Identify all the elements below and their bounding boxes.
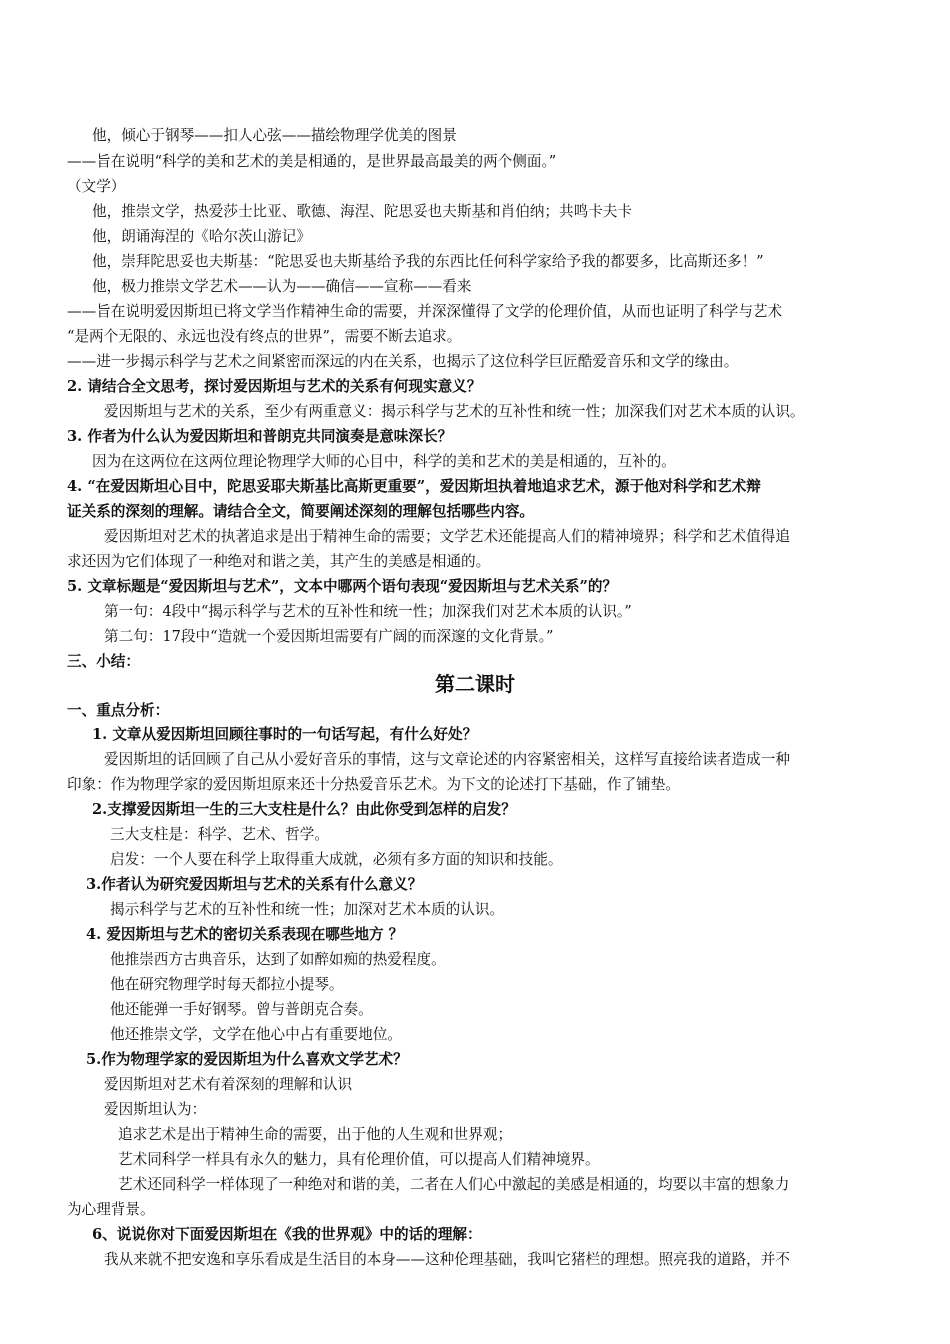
question-line: 证关系的深刻的理解。请结合全文，简要阐述深刻的理解包括哪些内容。 bbox=[67, 503, 535, 520]
question-line: 3.作者认为研究爱因斯坦与艺术的关系有什么意义？ bbox=[86, 876, 423, 893]
text-line: 他还能弹一手好钢琴。曾与普朗克合奏。 bbox=[110, 1001, 373, 1018]
text-line: 艺术同科学一样具有永久的魅力，具有伦理价值，可以提高人们精神境界。 bbox=[118, 1151, 600, 1168]
text-line: 爱因斯坦对艺术的执著追求是出于精神生命的需要；文学艺术还能提高人们的精神境界；科学和艺术值得追 bbox=[104, 528, 790, 545]
text-line: 揭示科学与艺术的互补性和统一性；加深对艺术本质的认识。 bbox=[110, 901, 505, 918]
text-line: 因为在这两位在这两位理论物理学大师的心目中，科学的美和艺术的美是相通的，互补的。 bbox=[92, 453, 676, 470]
text-line: 艺术还同科学一样体现了一种绝对和谐的美，二者在人们心中激起的美感是相通的，均要以丰富的想象力 bbox=[118, 1176, 790, 1193]
question-line: 一、重点分析： bbox=[67, 702, 170, 719]
text-line: 三大支柱是：科学、艺术、哲学。 bbox=[110, 826, 329, 843]
text-line: 他还推崇文学，文学在他心中占有重要地位。 bbox=[110, 1026, 402, 1043]
text-line: 他推崇西方古典音乐，达到了如醉如痴的热爱程度。 bbox=[110, 951, 446, 968]
section-title: 第二课时 bbox=[435, 672, 515, 696]
text-line: 他，崇拜陀思妥也夫斯基：“陀思妥也夫斯基给予我的东西比任何科学家给予我的都要多，比高斯还多！” bbox=[92, 253, 764, 270]
text-line: （文学） bbox=[67, 178, 126, 195]
text-line: 求还因为它们体现了一种绝对和谐之美，其产生的美感是相通的。 bbox=[67, 553, 491, 570]
text-line: 我从来就不把安逸和享乐看成是生活目的本身——这种伦理基础，我叫它猪栏的理想。照亮我的道路，并不 bbox=[104, 1251, 790, 1268]
text-line: 第二句：17段中“造就一个爱因斯坦需要有广阔的而深邃的文化背景。” bbox=[104, 628, 554, 645]
text-line: 爱因斯坦的话回顾了自己从小爱好音乐的事情，这与文章论述的内容紧密相关，这样写直接给读者造成一种 bbox=[104, 751, 790, 768]
question-line: 6、说说你对下面爱因斯坦在《我的世界观》中的话的理解： bbox=[92, 1226, 482, 1243]
text-line: 爱因斯坦与艺术的关系，至少有两重意义：揭示科学与艺术的互补性和统一性；加深我们对艺术本质的认识。 bbox=[104, 403, 805, 420]
question-line: 4. “在爱因斯坦心目中，陀思妥耶夫斯基比高斯更重要”，爱因斯坦执着地追求艺术，源于他对科学和艺术辩 bbox=[67, 478, 761, 495]
question-line: 三、小结： bbox=[67, 653, 140, 670]
text-line: “是两个无限的、永远也没有终点的世界”，需要不断去追求。 bbox=[67, 328, 462, 345]
question-line: 3. 作者为什么认为爱因斯坦和普朗克共同演奏是意味深长？ bbox=[67, 428, 453, 445]
text-line: 为心理背景。 bbox=[67, 1201, 155, 1218]
text-line: ——进一步揭示科学与艺术之间紧密而深远的内在关系，也揭示了这位科学巨匠酷爱音乐和文学的缘由。 bbox=[67, 353, 739, 370]
question-line: 5. 文章标题是“爱因斯坦与艺术”，文本中哪两个语句表现“爱因斯坦与艺术关系”的？ bbox=[67, 578, 618, 595]
text-line: 他在研究物理学时每天都拉小提琴。 bbox=[110, 976, 344, 993]
text-line: ——旨在说明爱因斯坦已将文学当作精神生命的需要，并深深懂得了文学的伦理价值，从而也证明了科学与艺术 bbox=[67, 303, 783, 320]
text-line: 第一句：4段中“揭示科学与艺术的互补性和统一性；加深我们对艺术本质的认识。” bbox=[104, 603, 632, 620]
text-line: 追求艺术是出于精神生命的需要，出于他的人生观和世界观； bbox=[118, 1126, 513, 1143]
text-line: 爱因斯坦对艺术有着深刻的理解和认识 bbox=[104, 1076, 353, 1093]
text-line: 他，极力推崇文学艺术——认为——确信——宣称——看来 bbox=[92, 278, 472, 295]
text-line: 爱因斯坦认为： bbox=[104, 1101, 207, 1118]
text-line: 印象：作为物理学家的爱因斯坦原来还十分热爱音乐艺术。为下文的论述打下基础，作了铺垫。 bbox=[67, 776, 680, 793]
question-line: 2. 请结合全文思考，探讨爱因斯坦与艺术的关系有何现实意义？ bbox=[67, 378, 482, 395]
text-line: ——旨在说明“科学的美和艺术的美是相通的，是世界最高最美的两个侧面。” bbox=[67, 153, 557, 170]
text-line: 他，推崇文学，热爱莎士比亚、歌德、海涅、陀思妥也夫斯基和肖伯纳；共鸣卡夫卡 bbox=[92, 203, 632, 220]
question-line: 2.支撑爱因斯坦一生的三大支柱是什么？由此你受到怎样的启发？ bbox=[92, 801, 516, 818]
text-line: 他，倾心于钢琴——扣人心弦——描绘物理学优美的图景 bbox=[92, 127, 457, 144]
text-line: 他，朗诵海涅的《哈尔茨山游记》 bbox=[92, 228, 311, 245]
question-line: 1. 文章从爱因斯坦回顾往事时的一句话写起，有什么好处？ bbox=[92, 726, 478, 743]
question-line: 4. 爱因斯坦与艺术的密切关系表现在哪些地方 ？ bbox=[86, 926, 404, 943]
question-line: 5.作为物理学家的爱因斯坦为什么喜欢文学艺术？ bbox=[86, 1051, 408, 1068]
text-line: 启发：一个人要在科学上取得重大成就，必须有多方面的知识和技能。 bbox=[110, 851, 563, 868]
